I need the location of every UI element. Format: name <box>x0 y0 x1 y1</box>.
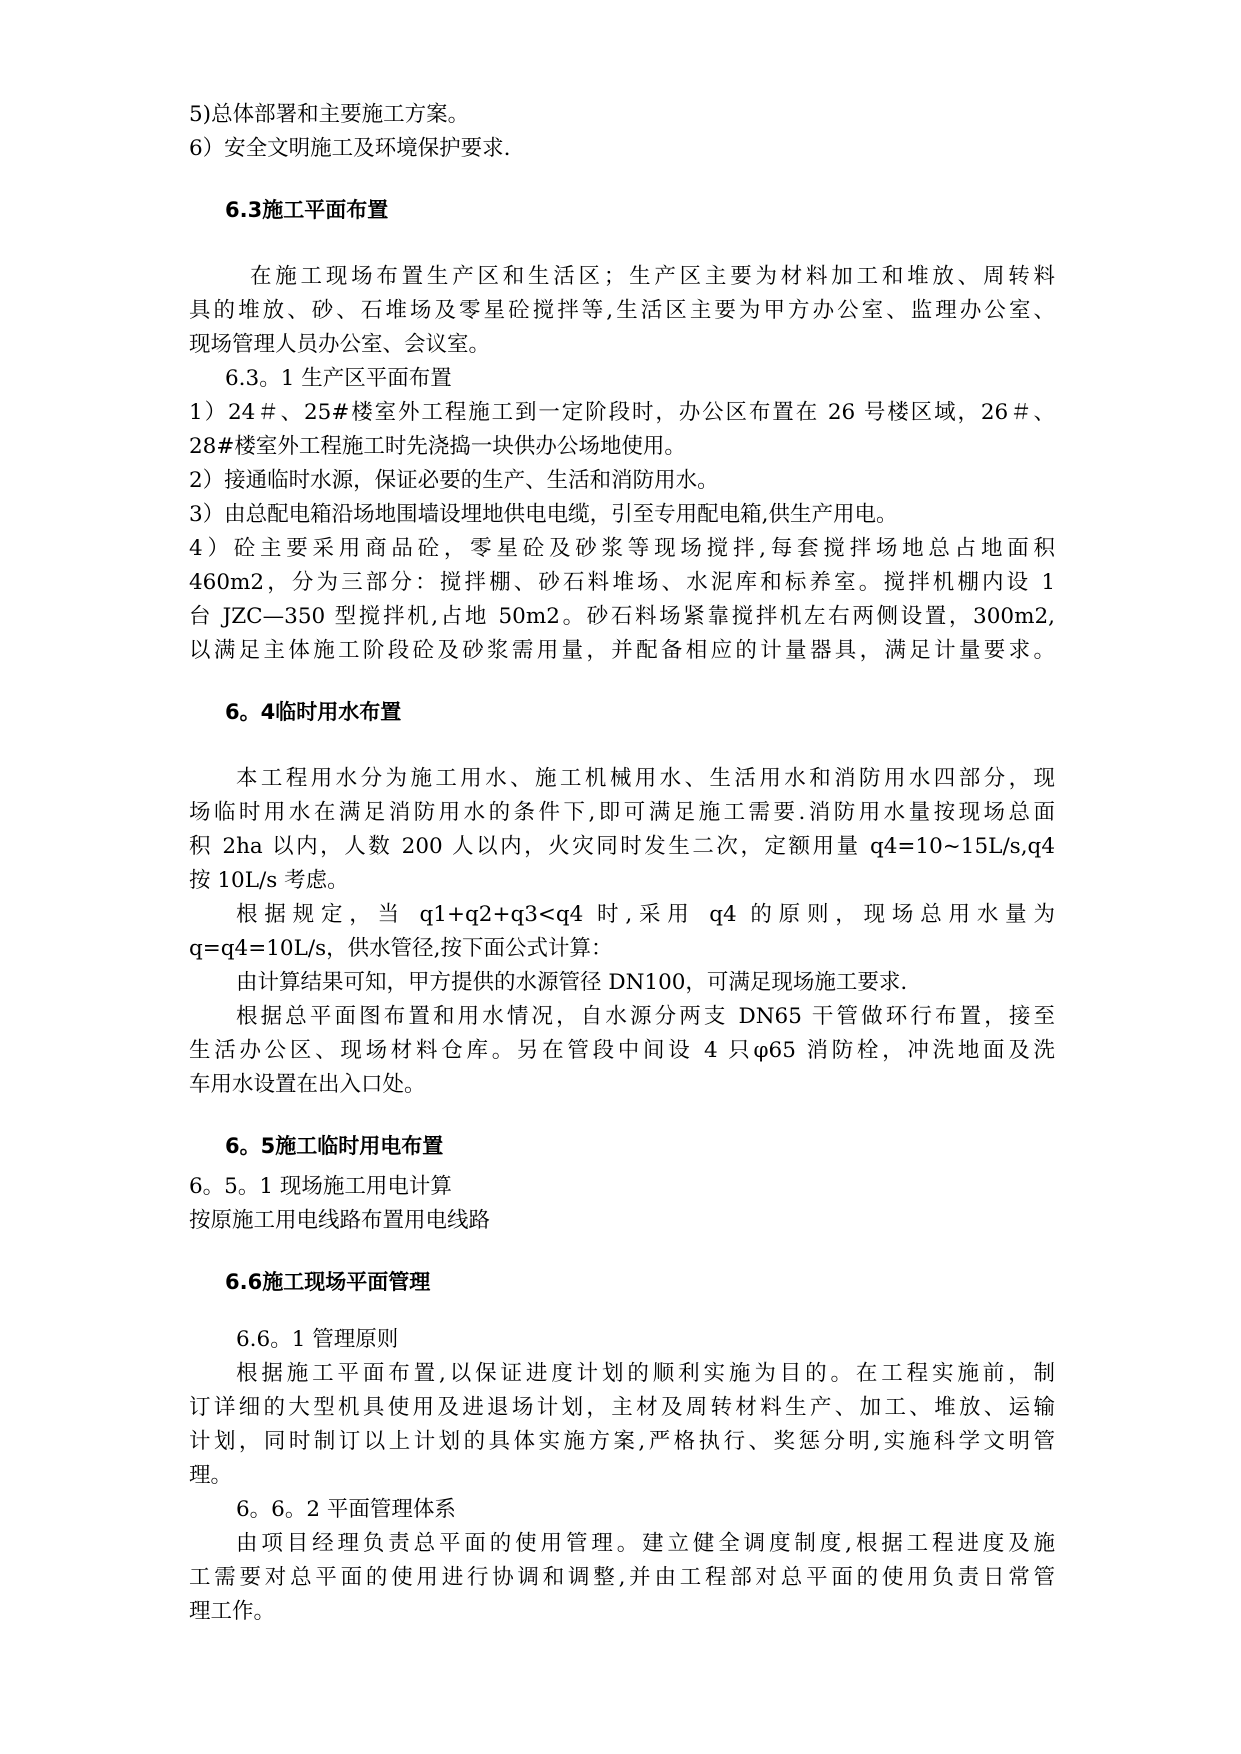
sub-heading-6-5-1: 6。5。1 现场施工用电计算 <box>189 1174 452 1199</box>
sub-heading-6-3-1: 6.3。1 生产区平面布置 <box>225 366 452 391</box>
text-line: 5)总体部署和主要施工方案。 <box>189 102 470 127</box>
paragraph-line: 按原施工用电线路布置用电线路 <box>189 1208 491 1233</box>
paragraph-line: 生活办公区、现场材料仓库。另在管段中间设 4 只φ65 消防栓，冲洗地面及洗 <box>189 1038 1055 1063</box>
paragraph-line: 订详细的大型机具使用及进退场计划，主材及周转材料生产、加工、堆放、运输 <box>189 1395 1055 1420</box>
paragraph-line: 根据规定，当 q1+q2+q3<q4 时,采用 q4 的原则，现场总用水量为 <box>236 902 1055 927</box>
paragraph-line: 由计算结果可知，甲方提供的水源管径 DN100，可满足现场施工要求. <box>236 970 908 995</box>
paragraph-line: 理工作。 <box>189 1599 276 1624</box>
list-item-line: 1）24＃、25#楼室外工程施工到一定阶段时，办公区布置在 26 号楼区域，26＃、 <box>189 400 1055 425</box>
paragraph-line: 具的堆放、砂、石堆场及零星砼搅拌等,生活区主要为甲方办公室、监理办公室、 <box>189 298 1055 323</box>
list-item-line: 3）由总配电箱沿场地围墙设埋地供电电缆，引至专用配电箱,供生产用电。 <box>189 502 898 527</box>
paragraph-line: 计划，同时制订以上计划的具体实施方案,严格执行、奖惩分明,实施科学文明管 <box>189 1429 1055 1454</box>
sub-heading-6-6-1: 6.6。1 管理原则 <box>236 1327 399 1352</box>
text-line: 6）安全文明施工及环境保护要求. <box>189 136 511 161</box>
section-heading-6-3: 6.3施工平面布置 <box>225 198 389 222</box>
paragraph-line: 场临时用水在满足消防用水的条件下,即可满足施工需要.消防用水量按现场总面 <box>189 800 1055 825</box>
paragraph-line: 积 2ha 以内，人数 200 人以内，火灾同时发生二次，定额用量 q4=10~15L/s,q4 <box>189 834 1055 859</box>
list-item-line: 460m2，分为三部分：搅拌棚、砂石料堆场、水泥库和标养室。搅拌机棚内设 1 <box>189 570 1055 595</box>
paragraph-line: 车用水设置在出入口处。 <box>189 1072 426 1097</box>
list-item-line: 台 JZC—350 型搅拌机,占地 50m2。砂石料场紧靠搅拌机左右两侧设置，300m2, <box>189 604 1055 629</box>
list-item-line: 2）接通临时水源，保证必要的生产、生活和消防用水。 <box>189 468 719 493</box>
sub-heading-6-6-2: 6。6。2 平面管理体系 <box>236 1497 456 1522</box>
paragraph-line: 在施工现场布置生产区和生活区；生产区主要为材料加工和堆放、周转料 <box>250 264 1055 289</box>
list-item-line: 4）砼主要采用商品砼，零星砼及砂浆等现场搅拌,每套搅拌场地总占地面积 <box>189 536 1055 561</box>
section-heading-6-6: 6.6施工现场平面管理 <box>225 1270 431 1294</box>
section-heading-6-4: 6。4临时用水布置 <box>225 700 402 724</box>
list-item-line: 28#楼室外工程施工时先浇捣一块供办公场地使用。 <box>189 434 686 459</box>
paragraph-line: 根据总平面图布置和用水情况，自水源分两支 DN65 干管做环行布置，接至 <box>236 1004 1055 1029</box>
section-heading-6-5: 6。5施工临时用电布置 <box>225 1134 444 1158</box>
paragraph-line: 根据施工平面布置,以保证进度计划的顺利实施为目的。在工程实施前，制 <box>236 1361 1055 1386</box>
list-item-line: 以满足主体施工阶段砼及砂浆需用量，并配备相应的计量器具，满足计量要求。 <box>189 638 1055 663</box>
paragraph-line: 由项目经理负责总平面的使用管理。建立健全调度制度,根据工程进度及施 <box>236 1531 1055 1556</box>
paragraph-line: 现场管理人员办公室、会议室。 <box>189 332 491 357</box>
paragraph-line: 工需要对总平面的使用进行协调和调整,并由工程部对总平面的使用负责日常管 <box>189 1565 1055 1590</box>
paragraph-line: 按 10L/s 考虑。 <box>189 868 349 893</box>
paragraph-line: 本工程用水分为施工用水、施工机械用水、生活用水和消防用水四部分，现 <box>236 766 1055 791</box>
paragraph-line: 理。 <box>189 1463 233 1488</box>
paragraph-line: q=q4=10L/s，供水管径,按下面公式计算： <box>189 936 613 961</box>
